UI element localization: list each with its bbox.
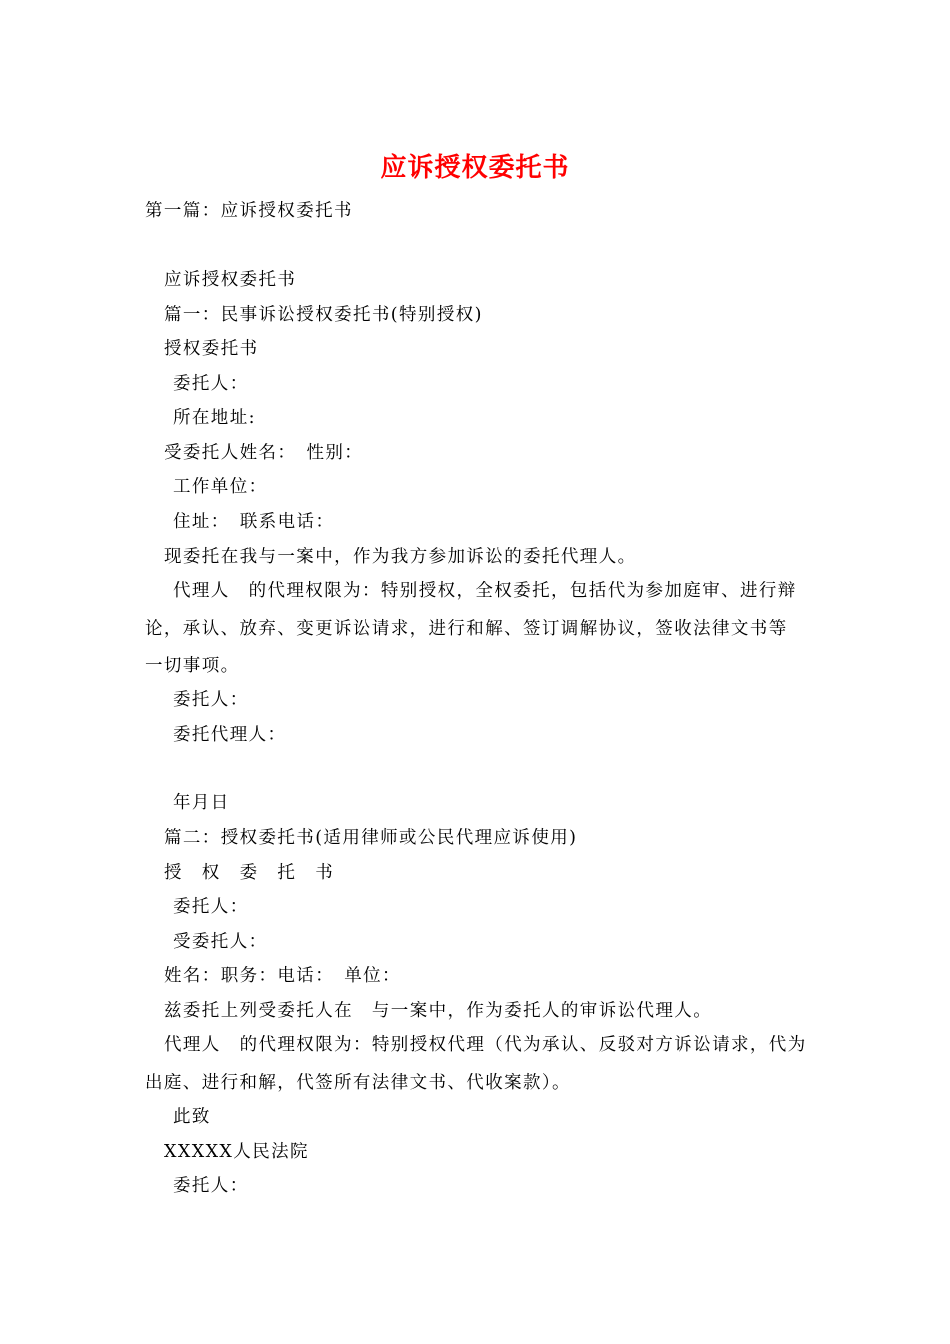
chapter-heading: 第一篇：应诉授权委托书	[145, 201, 353, 221]
work-unit-field: 工作单位：	[173, 477, 268, 497]
agent-field: 受委托人：	[173, 932, 268, 952]
commission-text: 兹委托上列受委托人在 与一案中，作为委托人的审诉讼代理人。	[164, 1001, 713, 1021]
authority-paragraph-line: 代理人 的代理权限为：特别授权代理（代为承认、反驳对方诉讼请求，代为	[164, 1035, 807, 1055]
authority-paragraph-line: 代理人 的代理权限为：特别授权，全权委托，包括代为参加庭审、进行辩	[173, 581, 797, 601]
residence-field: 住址： 联系电话：	[173, 512, 335, 532]
agent-name-field: 受委托人姓名： 性别：	[164, 443, 364, 463]
part-one-heading: 篇一：民事诉讼授权委托书(特别授权)	[164, 305, 483, 325]
agent-details-field: 姓名：职务：电话： 单位：	[164, 966, 401, 986]
document-title: 应诉授权委托书	[380, 153, 570, 183]
principal-signature: 委托人：	[173, 690, 249, 710]
salutation: 此致	[173, 1107, 211, 1127]
form-title-spaced: 授 权 委 托 书	[164, 863, 335, 883]
principal-field: 委托人：	[173, 897, 249, 917]
authority-paragraph-line: 一切事项。	[145, 656, 240, 676]
date-line: 年月日	[173, 793, 230, 813]
principal-field: 委托人：	[173, 374, 249, 394]
authority-paragraph-line: 出庭、进行和解，代签所有法律文书、代收案款）。	[145, 1073, 571, 1093]
principal-signature: 委托人：	[173, 1176, 249, 1196]
form-title: 授权委托书	[164, 339, 259, 359]
address-field: 所在地址:	[173, 408, 256, 428]
section-title: 应诉授权委托书	[164, 270, 297, 290]
authority-paragraph-line: 论，承认、放弃、变更诉讼请求，进行和解、签订调解协议，签收法律文书等	[145, 619, 788, 639]
court-name: XXXXX人民法院	[164, 1142, 309, 1162]
commission-text: 现委托在我与一案中，作为我方参加诉讼的委托代理人。	[164, 547, 637, 567]
agent-signature: 委托代理人：	[173, 725, 287, 745]
part-two-heading: 篇二：授权委托书(适用律师或公民代理应诉使用)	[164, 828, 578, 848]
